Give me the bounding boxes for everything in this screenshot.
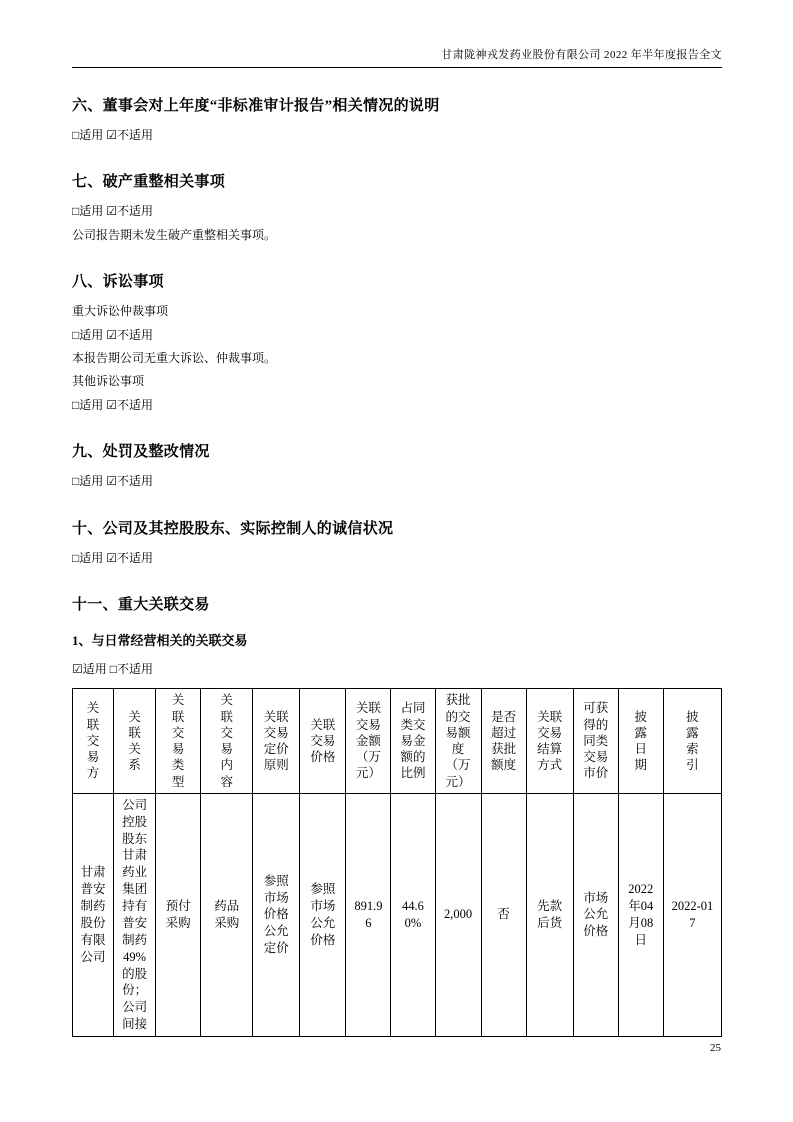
- section-8-subitem-other-litigation: 其他诉讼事项: [72, 374, 145, 389]
- table-cell: 2022年04月08日: [618, 793, 663, 1036]
- table-header-cell: 关联交易金额（万元）: [346, 689, 391, 794]
- section-8-heading: 八、诉讼事项: [72, 274, 164, 291]
- section-9-applicability: □适用 ☑不适用: [72, 474, 154, 489]
- table-cell: 2,000: [435, 793, 481, 1036]
- table-header-cell: 披露日期: [618, 689, 663, 794]
- table-header-cell: 获批的交易额度（万元）: [435, 689, 481, 794]
- section-7-applicability: □适用 ☑不适用: [72, 204, 154, 219]
- section-8-note: 本报告期公司无重大诉讼、仲裁事项。: [72, 350, 277, 365]
- document-header-title: 甘肃陇神戎发药业股份有限公司 2022 年半年度报告全文: [72, 46, 722, 68]
- table-header-cell: 关联交易内容: [201, 689, 253, 794]
- related-party-transactions-table: [72, 688, 722, 1037]
- section-8-subitem-major-litigation: 重大诉讼仲裁事项: [72, 304, 169, 319]
- table-header-cell: 关联交易定价原则: [253, 689, 300, 794]
- section-11-subheading: 1、与日常经营相关的关联交易: [72, 632, 248, 648]
- table-header-cell: 关联交易类型: [156, 689, 201, 794]
- table-cell: 公司控股股东甘肃药业集团持有普安制药49%的股份；公司间接: [114, 793, 156, 1036]
- section-8-applicability-2: □适用 ☑不适用: [72, 397, 154, 412]
- table-header-cell: 占同类交易金额的比例: [391, 689, 435, 794]
- table-header-cell: 披露索引: [663, 689, 721, 794]
- table-cell: 先款后货: [526, 793, 573, 1036]
- section-6-applicability: □适用 ☑不适用: [72, 128, 154, 142]
- section-9-heading: 九、处罚及整改情况: [72, 444, 210, 461]
- section-11-applicability: ☑适用 □不适用: [72, 661, 154, 676]
- table-row: [73, 793, 722, 1036]
- table-header-cell: 关联交易结算方式: [526, 689, 573, 794]
- table-cell: 891.96: [346, 793, 391, 1036]
- section-7-heading: 七、破产重整相关事项: [72, 174, 226, 191]
- table-header-cell: 关联交易方: [73, 689, 114, 794]
- table-cell: 44.60%: [391, 793, 435, 1036]
- table-cell: 2022-017: [663, 793, 721, 1036]
- table-cell: 否: [481, 793, 526, 1036]
- table-cell: 参照市场公允价格: [300, 793, 346, 1036]
- section-8-applicability-1: □适用 ☑不适用: [72, 327, 154, 342]
- table-cell: 预付采购: [156, 793, 201, 1036]
- section-11-heading: 十一、重大关联交易: [72, 596, 210, 613]
- table-header-row: [73, 689, 722, 794]
- table-header-cell: 可获得的同类交易市价: [573, 689, 618, 794]
- table-cell: 参照市场价格公允定价: [253, 793, 300, 1036]
- table-header-cell: 是否超过获批额度: [481, 689, 526, 794]
- table-header-cell: 关联交易价格: [300, 689, 346, 794]
- table-header-cell: 关联关系: [114, 689, 156, 794]
- section-6-heading: 六、董事会对上年度“非标准审计报告”相关情况的说明: [72, 98, 440, 114]
- section-10-applicability: □适用 ☑不适用: [72, 550, 154, 565]
- section-7-note: 公司报告期未发生破产重整相关事项。: [72, 227, 277, 242]
- table-cell: 市场公允价格: [573, 793, 618, 1036]
- table-cell: 甘肃普安制药股份有限公司: [73, 793, 114, 1036]
- table-cell: 药品采购: [201, 793, 253, 1036]
- section-10-heading: 十、公司及其控股股东、实际控制人的诚信状况: [72, 520, 394, 537]
- page-number: 25: [710, 1042, 721, 1054]
